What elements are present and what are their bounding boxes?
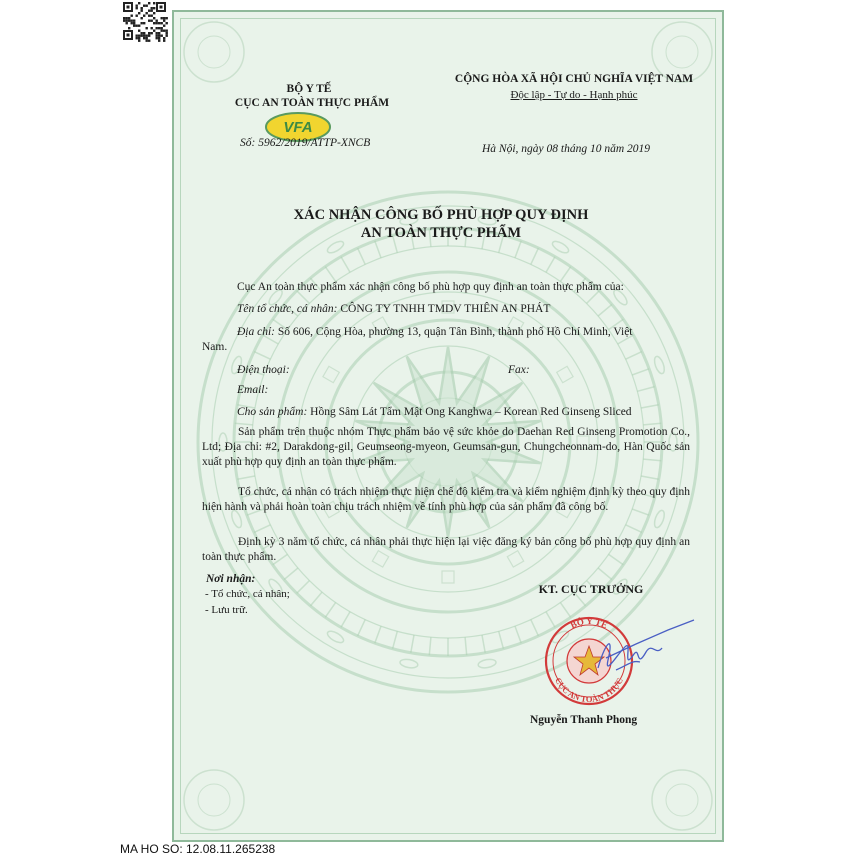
renewal-paragraph: Định kỳ 3 năm tổ chức, cá nhân phải thực hiện lại việc đăng ký bản công bố phù hợp quy định an toàn thực phẩm. (202, 536, 690, 563)
place-and-date: Hà Nội, ngày 08 tháng 10 năm 2019 (482, 143, 651, 155)
qr-code (121, 0, 168, 42)
ministry-name: BỘ Y TẾ (286, 83, 332, 95)
country-name: CỘNG HÒA XÃ HỘI CHỦ NGHĨA VIỆT NAM (454, 73, 694, 85)
recipient-item: - Tổ chức, cá nhân; (205, 588, 290, 600)
product-value: Hồng Sâm Lát Tẩm Mật Ong Kanghwa – Korean Red Ginseng Sliced (310, 406, 632, 418)
svg-text:CỤC AN TOÀN THỰC: CỤC AN TOÀN THỰC (553, 675, 625, 705)
certificate-document (172, 10, 724, 842)
responsibility-paragraph: Tổ chức, cá nhân có trách nhiệm thực hiện chế độ kiểm tra và kiểm nghiệm định kỳ theo quy định hiện hành và phải hoàn toàn chịu trách nhiệm về tính phù hợp của sản phẩm đã công bố. (202, 486, 690, 513)
product-description-paragraph: Sản phẩm trên thuộc nhóm Thực phẩm bảo vệ sức khỏe do Daehan Red Ginseng Promotion Co., Ltd; Địa chỉ: #2, Darakdong-gil, Geumseong-myeon, Geumsan-gun, Chungcheonnam-do, Hàn Quốc sản xuất phù hợp quy định an toàn thực phẩm. (202, 426, 690, 468)
address-value: Số 606, Cộng Hòa, phường 13, quận Tân Bình, thành phố Hồ Chí Minh, Việt (277, 326, 633, 338)
handwritten-signature (598, 620, 694, 670)
svg-text:BỘ Y TẾ: BỘ Y TẾ (568, 615, 610, 631)
document-title-line1: XÁC NHẬN CÔNG BỐ PHÙ HỢP QUY ĐỊNH (293, 207, 589, 223)
document-number: Số: 5962/2019/ATTP-XNCB (240, 137, 371, 149)
fax-label: Fax: (508, 364, 530, 376)
national-motto: Độc lập - Tự do - Hạnh phúc (510, 89, 638, 101)
red-seal-stamp (546, 616, 632, 704)
address-value-continued: Nam. (202, 341, 228, 353)
product-row (237, 406, 632, 418)
organization-value: CÔNG TY TNHH TMDV THIÊN AN PHÁT (340, 303, 551, 315)
signer-name: Nguyễn Thanh Phong (530, 714, 638, 726)
organization-row (237, 303, 550, 315)
official-stamp-and-signature (536, 610, 696, 716)
recipient-item: - Lưu trữ. (205, 604, 248, 616)
vfa-logo-text: VFA (283, 119, 313, 136)
address-label: Địa chỉ: (237, 326, 276, 338)
recipients-heading: Nơi nhận: (206, 573, 256, 585)
phone-label: Điện thoại: (237, 364, 290, 376)
organization-label: Tên tổ chức, cá nhân: (237, 303, 338, 315)
intro-line: Cục An toàn thực phẩm xác nhận công bố phù hợp quy định an toàn thực phẩm của: (237, 281, 624, 293)
product-label: Cho sản phẩm: (237, 406, 308, 418)
email-label: Email: (237, 384, 269, 396)
dossier-code: MA HO SO: 12.08.11.265238 (120, 842, 276, 856)
address-row (237, 326, 633, 338)
department-name: CỤC AN TOÀN THỰC PHẨM (234, 97, 390, 109)
document-title-line2: AN TOÀN THỰC PHẨM (360, 225, 522, 241)
signatory-title: KT. CỤC TRƯỞNG (538, 582, 644, 596)
